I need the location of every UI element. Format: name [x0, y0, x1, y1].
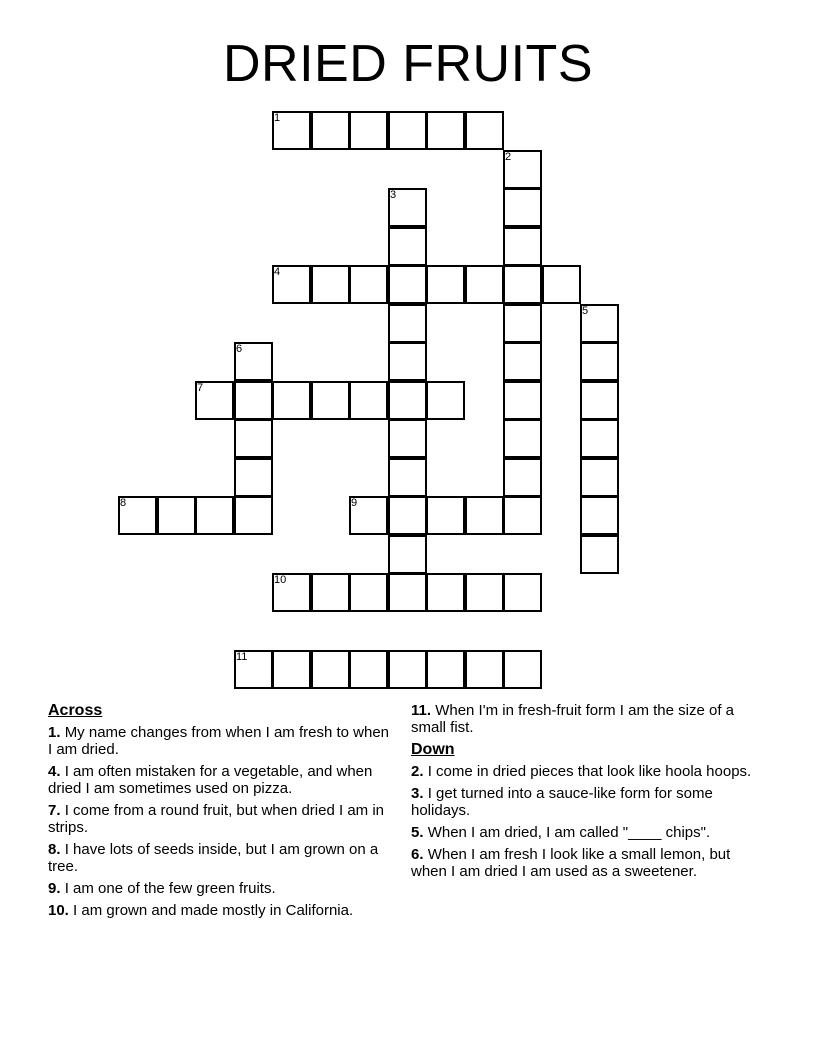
- cell-input[interactable]: [236, 383, 271, 418]
- cell-input[interactable]: [467, 498, 502, 533]
- cell-number: 10: [274, 574, 287, 586]
- clue-text: I have lots of seeds inside, but I am grown on a tree.: [48, 841, 379, 875]
- clue-down-5: [411, 824, 766, 841]
- grid-cell[interactable]: [503, 458, 542, 497]
- grid-cell[interactable]: [426, 573, 465, 612]
- cell-input[interactable]: [120, 498, 155, 533]
- clue-number: 1.: [48, 724, 61, 741]
- grid-cell[interactable]: [465, 573, 504, 612]
- cell-input[interactable]: [428, 575, 463, 610]
- cell-number: 11: [236, 651, 248, 663]
- grid-cell[interactable]: [503, 419, 542, 458]
- cell-input[interactable]: [505, 498, 540, 533]
- cell-input[interactable]: [351, 113, 386, 148]
- cell-input[interactable]: [351, 383, 386, 418]
- grid-cell[interactable]: [195, 381, 234, 420]
- cell-input[interactable]: [159, 498, 194, 533]
- cell-number: 5: [582, 305, 589, 317]
- grid-cell[interactable]: [311, 381, 350, 420]
- cell-input[interactable]: [313, 113, 348, 148]
- grid-cell[interactable]: [272, 650, 311, 689]
- cell-input[interactable]: [351, 498, 386, 533]
- grid-cell[interactable]: [503, 265, 542, 304]
- cell-input[interactable]: [197, 383, 232, 418]
- clue-text: I come in dried pieces that look like hoola hoops.: [427, 763, 752, 780]
- clue-number: 10.: [48, 902, 69, 919]
- grid-cell[interactable]: [388, 419, 427, 458]
- cell-input[interactable]: [390, 652, 425, 687]
- cell-input[interactable]: [467, 575, 502, 610]
- grid-cell[interactable]: [272, 381, 311, 420]
- grid-cell[interactable]: [426, 111, 465, 150]
- cell-input[interactable]: [390, 537, 425, 572]
- cell-input[interactable]: [313, 383, 348, 418]
- clue-across-4: [48, 763, 393, 797]
- cell-input[interactable]: [390, 383, 425, 418]
- cell-input[interactable]: [390, 421, 425, 456]
- grid-cell[interactable]: [388, 458, 427, 497]
- cell-input[interactable]: [197, 498, 232, 533]
- puzzle-title: DRIED FRUITS: [223, 35, 593, 93]
- cell-input[interactable]: [467, 113, 502, 148]
- cell-input[interactable]: [390, 113, 425, 148]
- grid-cell[interactable]: [388, 573, 427, 612]
- cell-input[interactable]: [505, 344, 540, 379]
- grid-cell[interactable]: [503, 650, 542, 689]
- cell-input[interactable]: [274, 267, 309, 302]
- clue-down-3: [411, 785, 766, 819]
- clue-text: I get turned into a sauce-like form for some holidays.: [411, 785, 713, 819]
- clue-down-2: [411, 763, 766, 780]
- grid-cell[interactable]: [311, 111, 350, 150]
- grid-cell[interactable]: [465, 265, 504, 304]
- grid-cell[interactable]: [580, 304, 619, 343]
- clue-text: When I'm in fresh-fruit form I am the size of a small fist.: [411, 702, 734, 736]
- cell-input[interactable]: [390, 190, 425, 225]
- cell-input[interactable]: [313, 652, 348, 687]
- grid-cell[interactable]: [234, 419, 273, 458]
- clue-text: I come from a round fruit, but when dried I am in strips.: [48, 802, 385, 836]
- cell-input[interactable]: [236, 344, 271, 379]
- cell-input[interactable]: [390, 229, 425, 264]
- cell-input[interactable]: [505, 575, 540, 610]
- grid-cell[interactable]: [388, 496, 427, 535]
- clue-across-8: [48, 841, 393, 875]
- grid-cell[interactable]: [580, 458, 619, 497]
- grid-cell[interactable]: [272, 573, 311, 612]
- cell-number: 7: [197, 382, 204, 394]
- grid-cell[interactable]: [195, 496, 234, 535]
- cell-number: 9: [351, 497, 358, 509]
- cell-input[interactable]: [236, 652, 271, 687]
- cell-input[interactable]: [351, 267, 386, 302]
- cell-input[interactable]: [274, 113, 309, 148]
- clue-across-1: [48, 724, 393, 758]
- grid-cell[interactable]: [580, 496, 619, 535]
- cell-input[interactable]: [582, 460, 617, 495]
- grid-cell[interactable]: [311, 265, 350, 304]
- grid-cell[interactable]: [503, 381, 542, 420]
- grid-cell[interactable]: [388, 265, 427, 304]
- grid-cell[interactable]: [157, 496, 196, 535]
- cell-input[interactable]: [467, 267, 502, 302]
- cell-input[interactable]: [428, 113, 463, 148]
- cell-input[interactable]: [544, 267, 579, 302]
- grid-cell[interactable]: [503, 496, 542, 535]
- grid-cell[interactable]: [349, 573, 388, 612]
- grid-cell[interactable]: [426, 496, 465, 535]
- cell-number: 2: [505, 151, 512, 163]
- clue-across-10: [48, 902, 393, 919]
- cell-input[interactable]: [274, 575, 309, 610]
- cell-input[interactable]: [351, 575, 386, 610]
- cell-input[interactable]: [313, 267, 348, 302]
- clue-number: 2.: [411, 763, 424, 780]
- cell-input[interactable]: [582, 498, 617, 533]
- cell-input[interactable]: [582, 383, 617, 418]
- grid-cell[interactable]: [542, 265, 581, 304]
- grid-cell[interactable]: [426, 265, 465, 304]
- cell-input[interactable]: [505, 652, 540, 687]
- grid-cell[interactable]: [349, 111, 388, 150]
- cell-input[interactable]: [390, 575, 425, 610]
- grid-cell[interactable]: [234, 342, 273, 381]
- cell-input[interactable]: [236, 421, 271, 456]
- grid-cell[interactable]: [503, 150, 542, 189]
- grid-cell[interactable]: [388, 227, 427, 266]
- cell-input[interactable]: [390, 267, 425, 302]
- clue-across-11: [411, 702, 766, 736]
- cell-input[interactable]: [505, 421, 540, 456]
- clue-number: 8.: [48, 841, 61, 858]
- clue-across-7: [48, 802, 393, 836]
- across-heading: Across: [48, 702, 103, 719]
- grid-cell[interactable]: [580, 419, 619, 458]
- grid-cell[interactable]: [465, 496, 504, 535]
- clue-column-left: [48, 702, 393, 924]
- cell-number: 3: [390, 189, 397, 201]
- clue-text: When I am fresh I look like a small lemon, but when I am dried I am used as a sweetener.: [411, 846, 731, 880]
- clue-text: My name changes from when I am fresh to when I am dried.: [48, 724, 390, 758]
- cell-input[interactable]: [505, 306, 540, 341]
- cell-input[interactable]: [582, 537, 617, 572]
- clue-number: 9.: [48, 880, 61, 897]
- grid-cell[interactable]: [349, 496, 388, 535]
- cell-input[interactable]: [505, 190, 540, 225]
- grid-cell[interactable]: [503, 227, 542, 266]
- cell-number: 1: [274, 112, 281, 124]
- cell-number: 6: [236, 343, 243, 355]
- cell-input[interactable]: [390, 306, 425, 341]
- clue-number: 6.: [411, 846, 424, 863]
- clue-column-right: [411, 702, 766, 885]
- clue-number: 11.: [411, 702, 432, 719]
- cell-input[interactable]: [351, 652, 386, 687]
- cell-input[interactable]: [582, 421, 617, 456]
- grid-cell[interactable]: [234, 381, 273, 420]
- grid-cell[interactable]: [580, 381, 619, 420]
- cell-input[interactable]: [582, 306, 617, 341]
- grid-cell[interactable]: [118, 496, 157, 535]
- grid-cell[interactable]: [234, 496, 273, 535]
- cell-input[interactable]: [313, 575, 348, 610]
- cell-input[interactable]: [236, 460, 271, 495]
- grid-cell[interactable]: [580, 342, 619, 381]
- grid-cell[interactable]: [465, 650, 504, 689]
- clue-text: I am one of the few green fruits.: [64, 880, 276, 897]
- cell-input[interactable]: [274, 652, 309, 687]
- grid-cell[interactable]: [426, 650, 465, 689]
- grid-cell[interactable]: [465, 111, 504, 150]
- clue-number: 3.: [411, 785, 424, 802]
- clue-number: 4.: [48, 763, 61, 780]
- grid-cell[interactable]: [388, 188, 427, 227]
- cell-input[interactable]: [505, 229, 540, 264]
- grid-cell[interactable]: [272, 265, 311, 304]
- grid-cell[interactable]: [426, 381, 465, 420]
- cell-input[interactable]: [505, 267, 540, 302]
- grid-cell[interactable]: [388, 304, 427, 343]
- clue-number: 7.: [48, 802, 61, 819]
- clue-down-6: [411, 846, 766, 880]
- clue-text: I am often mistaken for a vegetable, and when dried I am sometimes used on pizza.: [48, 763, 373, 797]
- grid-cell[interactable]: [503, 188, 542, 227]
- cell-input[interactable]: [467, 652, 502, 687]
- grid-cell[interactable]: [311, 573, 350, 612]
- cell-input[interactable]: [236, 498, 271, 533]
- grid-cell[interactable]: [388, 535, 427, 574]
- clue-number: 5.: [411, 824, 424, 841]
- grid-cell[interactable]: [388, 111, 427, 150]
- grid-cell[interactable]: [503, 573, 542, 612]
- cell-input[interactable]: [428, 652, 463, 687]
- clue-across-9: [48, 880, 393, 897]
- grid-cell[interactable]: [388, 650, 427, 689]
- grid-cell[interactable]: [349, 381, 388, 420]
- cell-input[interactable]: [390, 498, 425, 533]
- down-heading: Down: [411, 741, 455, 758]
- grid-cell[interactable]: [580, 535, 619, 574]
- grid-cell[interactable]: [349, 265, 388, 304]
- grid-cell[interactable]: [388, 342, 427, 381]
- cell-input[interactable]: [274, 383, 309, 418]
- grid-cell[interactable]: [503, 304, 542, 343]
- grid-cell[interactable]: [311, 650, 350, 689]
- cell-input[interactable]: [428, 383, 463, 418]
- clue-text: When I am dried, I am called "____ chips".: [427, 824, 711, 841]
- cell-number: 4: [274, 266, 281, 278]
- cell-number: 8: [120, 497, 127, 509]
- grid-cell[interactable]: [272, 111, 311, 150]
- cell-input[interactable]: [428, 267, 463, 302]
- clue-text: I am grown and made mostly in California.: [73, 902, 354, 919]
- cell-input[interactable]: [505, 383, 540, 418]
- grid-cell[interactable]: [349, 650, 388, 689]
- cell-input[interactable]: [505, 460, 540, 495]
- grid-cell[interactable]: [234, 650, 273, 689]
- cell-input[interactable]: [505, 152, 540, 187]
- cell-input[interactable]: [390, 460, 425, 495]
- grid-cell[interactable]: [234, 458, 273, 497]
- cell-input[interactable]: [390, 344, 425, 379]
- grid-cell[interactable]: [388, 381, 427, 420]
- cell-input[interactable]: [582, 344, 617, 379]
- grid-cell[interactable]: [503, 342, 542, 381]
- cell-input[interactable]: [428, 498, 463, 533]
